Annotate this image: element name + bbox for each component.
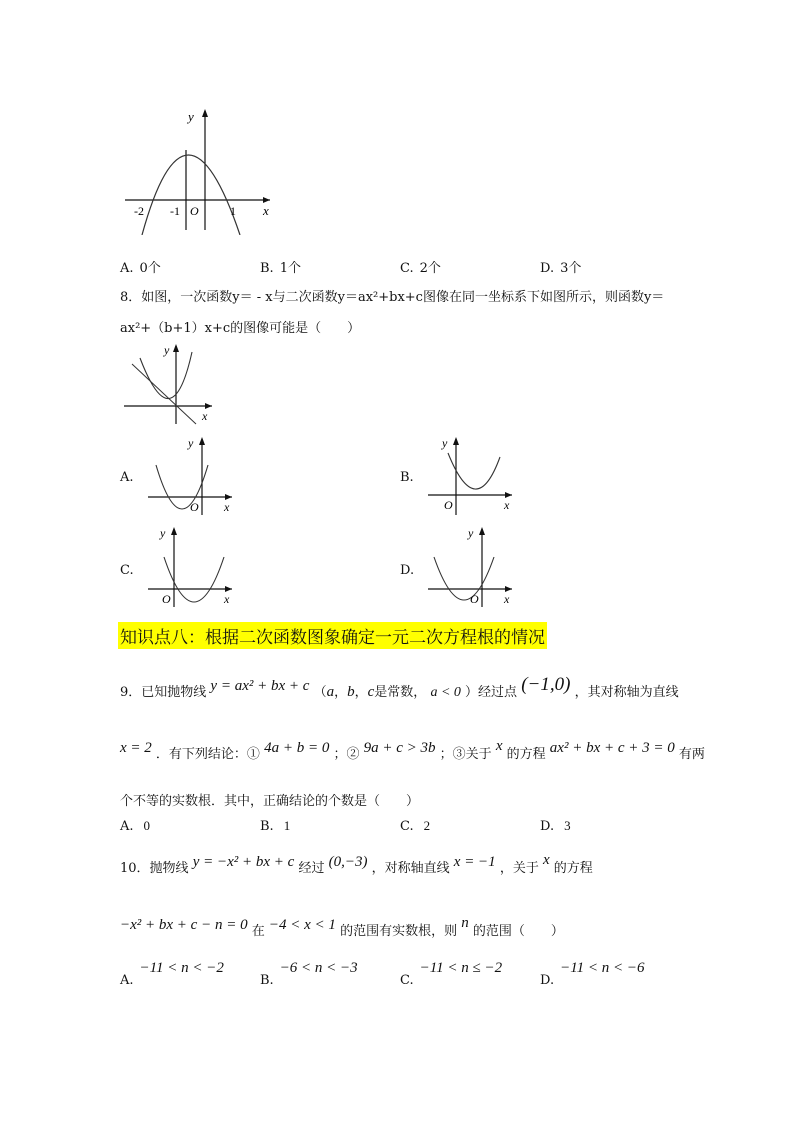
q9-option-a: A. 0 xyxy=(120,818,151,834)
y-axis-label: y xyxy=(188,109,194,124)
y-axis-label: y xyxy=(164,343,170,357)
origin-label: O xyxy=(190,500,199,514)
q8-stem-line1: 8．如图，一次函数y＝ - x与二次函数y＝ax²+bx+c图像在同一坐标系下如图所示，则函数y＝ xyxy=(120,290,665,305)
q8-option-b-label: B. xyxy=(400,470,414,485)
x-axis-label: x xyxy=(504,498,510,512)
q10-axis-formula: x = −1 xyxy=(453,854,496,870)
q9-formula-a-negative: a < 0 xyxy=(430,685,461,700)
q9-option-d: D. 3 xyxy=(540,818,571,834)
q7-option-a: A. 0个 xyxy=(120,261,161,276)
q9-conclusion-3: ax² + bx + c + 3 = 0 xyxy=(549,740,675,756)
q7-option-b: B. 1个 xyxy=(260,261,301,276)
tick-label: -1 xyxy=(170,204,180,218)
y-axis-label: y xyxy=(160,526,166,540)
x-axis-label: x xyxy=(263,203,269,218)
q8-option-d-graph xyxy=(420,525,520,610)
origin-label: O xyxy=(444,498,453,512)
y-axis-label: y xyxy=(442,436,448,450)
q9-line2: x = 2 ．有下列结论：① 4a + b = 0 ；② 9a + c > 3b ；③关于 x 的方程 ax² + bx + c + 3 = 0 有两 xyxy=(120,738,705,762)
q9-point: (−1,0) xyxy=(521,674,571,695)
tick-label: -2 xyxy=(134,204,144,218)
q9-option-b: B. 1 xyxy=(260,818,291,834)
q10-option-a: A.−11 < n < −2 xyxy=(120,960,224,988)
q10-interval: −4 < x < 1 xyxy=(268,917,336,933)
section-heading: 知识点八：根据二次函数图象确定一元二次方程根的情况 xyxy=(118,622,547,649)
q9-conclusion-1: 4a + b = 0 xyxy=(264,740,330,756)
q7-option-d: D. 3个 xyxy=(540,261,582,276)
origin-label: O xyxy=(470,592,479,606)
q8-stem-line2: ax²+（b+1）x+c的图像可能是（ ） xyxy=(120,321,361,336)
q8-reference-graph xyxy=(120,340,220,425)
origin-label: O xyxy=(162,592,171,606)
q8-option-b-graph xyxy=(420,435,520,520)
q9-option-c: C. 2 xyxy=(400,818,431,834)
q8-option-a-graph xyxy=(140,435,240,520)
x-axis-label: x xyxy=(224,592,230,606)
q10-point: (0,−3) xyxy=(328,854,368,870)
q9-line1: 9．已知抛物线 y = ax² + bx + c （a，b，c是常数， a < 0 ）经过点 (−1,0) ，其对称轴为直线 xyxy=(120,674,679,700)
q9-formula-parabola: y = ax² + bx + c xyxy=(210,678,310,694)
q7-option-c: C. 2个 xyxy=(400,261,441,276)
q10-option-c: C.−11 < n ≤ −2 xyxy=(400,960,503,988)
q7-graph xyxy=(120,105,280,235)
origin-label: O xyxy=(190,204,199,218)
y-axis-label: y xyxy=(468,526,474,540)
q10-line1: 10．抛物线 y = −x² + bx + c 经过 (0,−3) ，对称轴直线 x = −1 ，关于 x 的方程 xyxy=(120,852,593,876)
x-axis-label: x xyxy=(202,409,208,423)
q9-axis-formula: x = 2 xyxy=(120,740,152,756)
y-axis-label: y xyxy=(188,436,194,450)
q10-line2: −x² + bx + c − n = 0 在 −4 < x < 1 的范围有实数根，则 n 的范围（ ） xyxy=(120,915,564,939)
q8-option-c-label: C. xyxy=(120,563,134,578)
q9-conclusion-2: 9a + c > 3b xyxy=(363,740,436,756)
q10-equation: −x² + bx + c − n = 0 xyxy=(120,917,248,933)
q10-formula-parabola: y = −x² + bx + c xyxy=(192,854,295,870)
tick-label: 1 xyxy=(230,204,236,218)
x-axis-label: x xyxy=(504,592,510,606)
q10-option-d: D.−11 < n < −6 xyxy=(540,960,645,988)
q10-option-b: B.−6 < n < −3 xyxy=(260,960,358,988)
q9-line3: 个不等的实数根．其中，正确结论的个数是（ ） xyxy=(120,794,420,809)
q8-option-c-graph xyxy=(140,525,240,610)
q8-option-a-label: A. xyxy=(120,470,134,485)
x-axis-label: x xyxy=(224,500,230,514)
q8-option-d-label: D. xyxy=(400,563,415,578)
